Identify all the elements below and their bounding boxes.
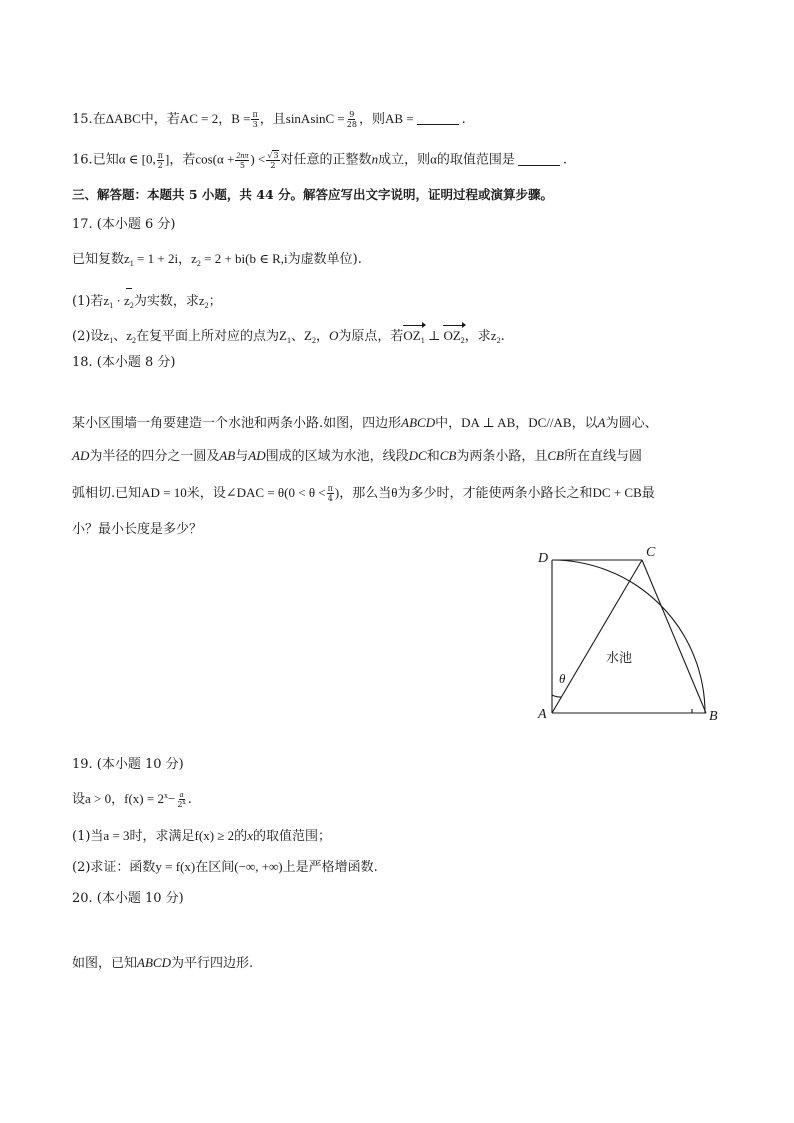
fraction: $\frac{2n\pi}{5}$	[236, 150, 249, 170]
label-a: A	[538, 707, 547, 722]
question-18-line-2: AD为半径的四分之一圆及AB与AD围成的区域为水池，线段DC和CB为两条小路，且CB所在直线与圆	[72, 448, 642, 464]
fraction: $\frac{9}{28}$	[346, 110, 357, 129]
question-19-part-2: (2)求证：函数y = f(x)在区间(−∞, +∞)上是严格增函数.	[72, 859, 378, 875]
question-19-stem: 设a > 0，$f(x) = 2^x-$ $\frac{a}{2^x}$ .	[72, 790, 192, 809]
section-heading: 三、解答题：本题共 5 小题，共 44 分。解答应写出文字说明，证明过程或演算步骤。	[72, 187, 554, 202]
question-17-stem: 已知复数$z_1 = 1 + 2i$，$z_2 = 2 + bi(b$ ∈ R,i为虚数单位).	[72, 251, 362, 268]
answer-blank	[518, 164, 560, 166]
vector-arrow: $OZ_2$	[443, 324, 464, 345]
label-theta: θ	[559, 671, 566, 686]
conjugate-bar: $z_2$	[124, 293, 134, 310]
question-19-part-1: (1)当a = 3时，求满足f(x) ≥ 2的x的取值范围；	[72, 828, 331, 844]
vector-arrow: $OZ_1$	[403, 324, 424, 345]
label-b: B	[709, 709, 718, 724]
fraction: $\frac{\pi}{2}$	[157, 150, 163, 170]
label-pool: 水池	[606, 651, 633, 666]
question-17-part-1: (1)若$z_1 \cdot z_2$为实数，求$z_2$；	[72, 293, 222, 310]
answer-blank	[417, 123, 459, 125]
fraction: $\frac{\pi}{3}$	[252, 110, 258, 129]
question-20-stem: 如图，已知ABCD为平行四边形.	[72, 955, 254, 971]
question-number: 15.	[72, 112, 93, 127]
fraction: $\frac{a}{2^x}$	[177, 790, 186, 809]
question-number: 16.	[72, 152, 93, 168]
label-c: C	[646, 545, 656, 560]
fraction: $\frac{\pi}{4}$	[327, 484, 333, 503]
segment-cb	[642, 560, 706, 713]
angle-arc	[552, 695, 561, 697]
question-18-line-4: 小？最小长度是多少？	[72, 522, 203, 537]
question-18-line-1: 某小区围墙一角要建造一个水池和两条小路.如图，四边形ABCD中，DA ⊥ AB，DC//AB，以A为圆心、	[72, 415, 658, 431]
question-18-header: 18. (本小题 8 分)	[72, 355, 176, 370]
question-18-line-3: 弧相切.已知AD = 10米，设∠DAC = θ(0 < θ < $\frac{\pi}{4}$ )，那么当θ为多少时，才能使两条小路长之和DC + CB最	[72, 484, 655, 503]
segment-ac	[552, 560, 642, 713]
question-17-header: 17. (本小题 6 分)	[72, 217, 176, 232]
question-17-part-2: (2)设$z_1$、$z_2$在复平面上所对应的点为$Z_1$、$Z_2$，O为原点，若$OZ_1$ ⊥ $OZ_2$，求$z_2$.	[72, 324, 505, 346]
question-16: 16.已知α ∈ [0, $\frac{\pi}{2}$ ]，若cos(α + $\frac{2n\pi}{5}$ ) < $\frac{√3}{2}$ 对任意的正整数n成立，则α的取值范围是 .	[72, 150, 568, 170]
quarter-circle-figure	[530, 540, 730, 730]
question-19-header: 19. (本小题 10 分)	[72, 757, 184, 772]
fraction: $\frac{√3}{2}$	[267, 151, 279, 170]
label-d: D	[538, 551, 549, 566]
question-15: 15.在ΔABC中，若AC = 2，B = $\frac{\pi}{3}$ ，且sinAsinC = $\frac{9}{28}$ ，则AB = .	[72, 110, 466, 129]
question-20-header: 20. (本小题 10 分)	[72, 891, 184, 906]
